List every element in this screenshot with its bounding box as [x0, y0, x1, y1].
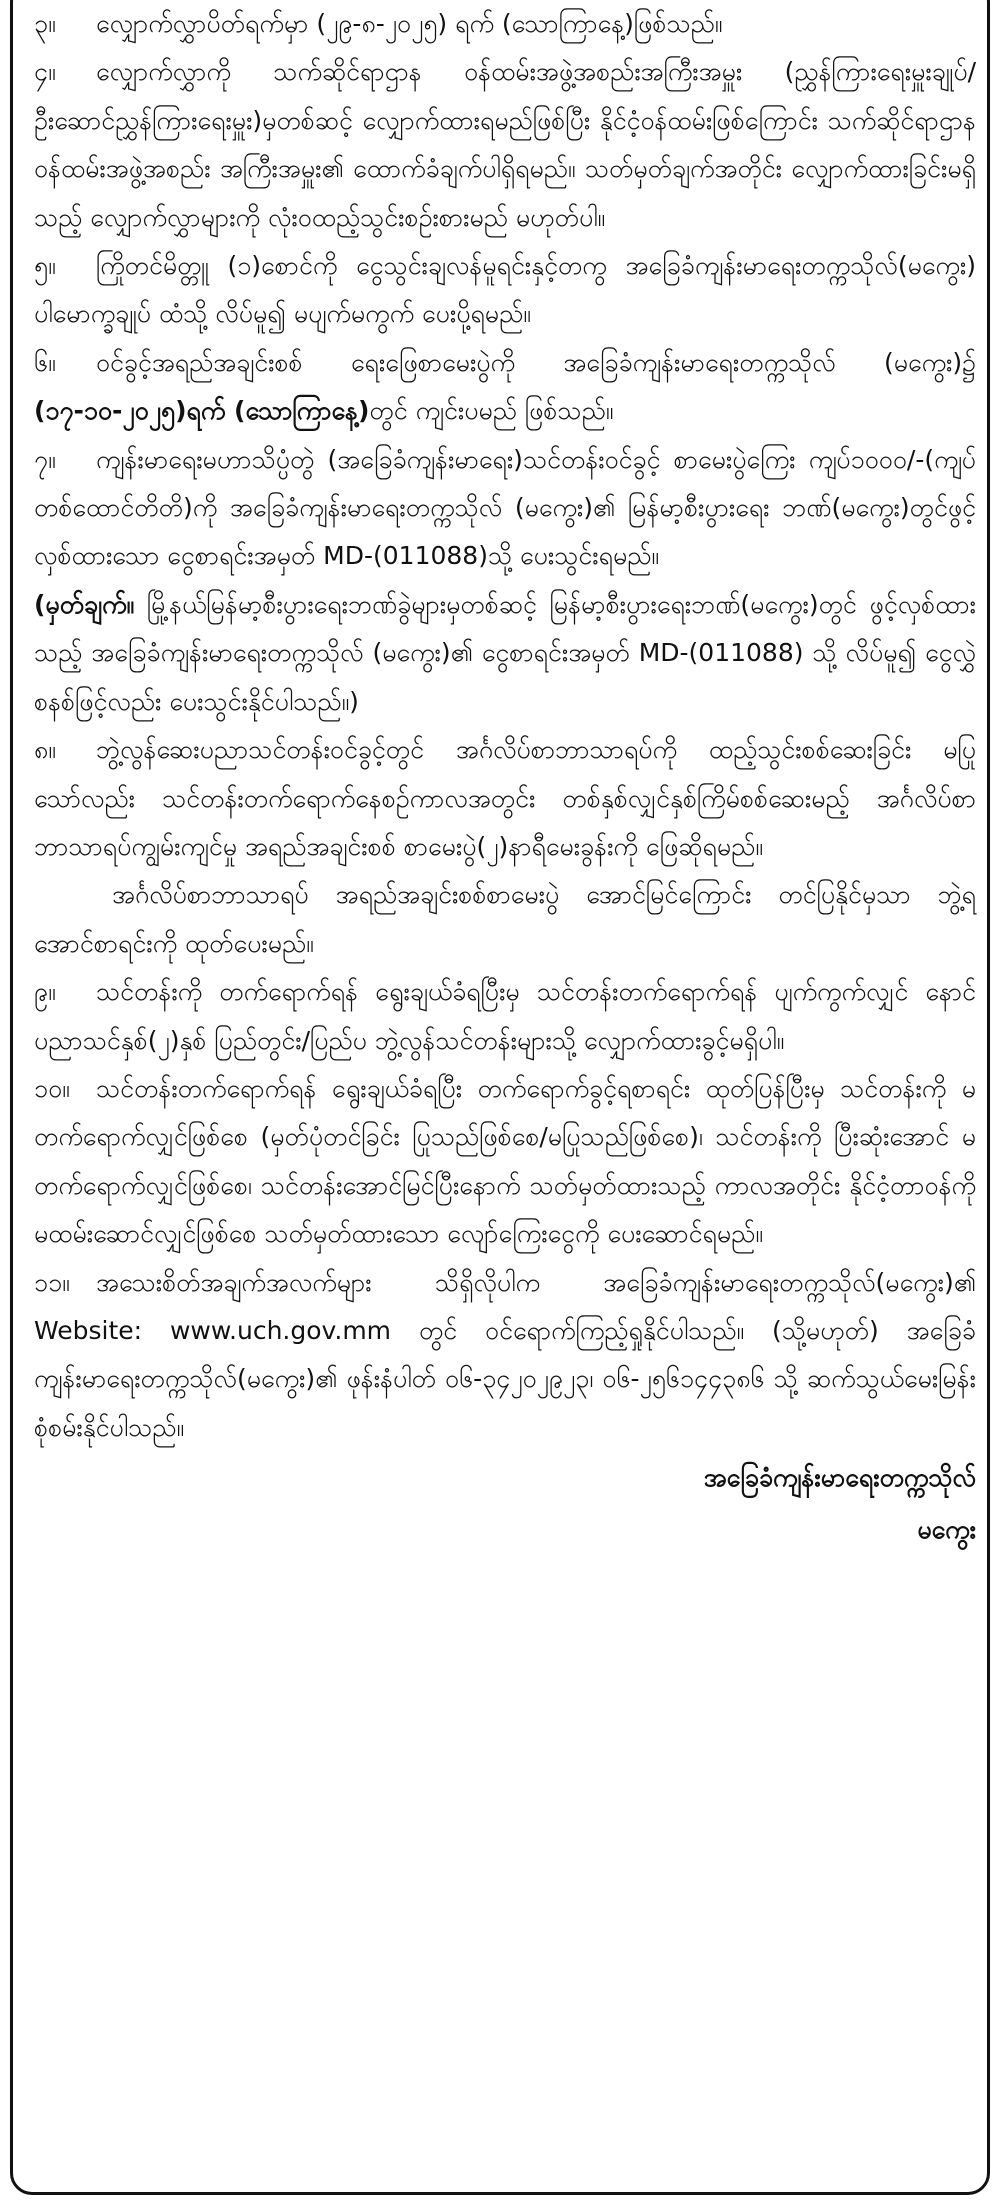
paragraph-number: ၅။ — [34, 251, 56, 281]
exam-date: (၁၇-၁၀-၂၀၂၅)ရက် (သောကြာနေ့) — [34, 396, 370, 426]
paragraph-text: သင်တန်းတက်ရောက်ရန် ရွေးချယ်ခံရပြီး တက်ရောက်ခွင့်ရစာရင်း ထုတ်ပြန်ပြီးမှ သင်တန်းကို မတက်ရောက်လျှင်ဖြစ်စေ (မှတ်ပုံတင်ခြင်း ပြုသည်ဖြစ်စေ/မပြုသည်ဖြစ်စေ)၊ သင်တန်းကို ပြီးဆုံးအောင် မတက်ရောက်လျှင်ဖြစ်စေ၊ သင်တန်းအောင်မြင်ပြီးနောက် သတ်မှတ်ထားသည့် ကာလအတိုင်း နိုင်ငံ့တာဝန်ကို မထမ်းဆောင်လျှင်ဖြစ်စေ သတ်မှတ်ထားသော လျော်ကြေးငွေကို ပေးဆောင်ရမည်။ — [34, 1073, 976, 1249]
paragraph-text: သင်တန်းကို တက်ရောက်ရန် ရွေးချယ်ခံရပြီးမှ သင်တန်းတက်ရောက်ရန် ပျက်ကွက်လျှင် နောင် ပညာသင်နှစ်(၂)နှစ် ပြည်တွင်း/ပြည်ပ ဘွဲ့လွန်သင်တန်းများသို့ လျှောက်ထားခွင့်မရှိပါ။ — [34, 977, 976, 1055]
paragraph-5 — [34, 242, 976, 339]
paragraph-text: ဝင်ခွင့်အရည်အချင်းစစ် ရေးဖြေစာမေးပွဲကို အခြေခံကျန်းမာရေးတက္ကသိုလ် (မကွေး)၌ — [96, 347, 976, 377]
paragraph-text: အသေးစိတ်အချက်အလက်များ သိရှိလိုပါက အခြေခံကျန်းမာရေးတက္ကသိုလ်(မကွေး)၏ Website: www.uch.gov.mm တွင် ဝင်ရောက်ကြည့်ရှုနိုင်ပါသည်။ (သို့မဟုတ်) အခြေခံကျန်းမာရေးတက္ကသိုလ်(မကွေး)၏ ဖုန်းနံပါတ် ၀၆-၃၄၂၀၂၉၂၃၊ ၀၆-၂၅၆၁၄၄၃၈၆ သို့ ဆက်သွယ်မေးမြန်းစုံစမ်းနိုင်ပါသည်။ — [34, 1267, 976, 1442]
signature-block — [34, 1452, 976, 1556]
paragraph-number: ၁၀။ — [34, 1073, 70, 1103]
paragraph-number: ၈။ — [34, 735, 56, 765]
note-label: (မှတ်ချက်။ — [34, 589, 135, 619]
paragraph-11 — [34, 1259, 976, 1453]
paragraph-10 — [34, 1065, 976, 1259]
paragraph-text: အင်္ဂလိပ်စာဘာသာရပ် အရည်အချင်းစစ်စာမေးပွဲ အောင်မြင်ကြောင်း တင်ပြနိုင်မှသာ ဘွဲ့ရအောင်စာရင်းကို ထုတ်ပေးမည်။ — [34, 880, 976, 958]
note-paragraph — [34, 581, 976, 726]
paragraph-6 — [34, 339, 976, 436]
paragraph-text: ကြိုတင်မိတ္တူ (၁)စောင်ကို ငွေသွင်းချလန်မူရင်းနှင့်တကွ အခြေခံကျန်းမာရေးတက္ကသိုလ်(မကွေး) ပါမောက္ခချုပ် ထံသို့ လိပ်မူ၍ မပျက်မကွက် ပေးပို့ရမည်။ — [34, 251, 976, 329]
paragraph-number: ၄။ — [34, 57, 56, 87]
paragraph-number: ၆။ — [34, 347, 56, 377]
paragraph-8 — [34, 726, 976, 871]
paragraph-8-continued — [34, 871, 976, 968]
paragraph-number: ၇။ — [34, 444, 56, 474]
paragraph-text: လျှောက်လွှာကို သက်ဆိုင်ရာဌာန ဝန်ထမ်းအဖွဲ့အစည်းအကြီးအမှူး (ညွှန်ကြားရေးမှူးချုပ်/ဦးဆောင်ညွှန်ကြားရေးမှူး)မှတစ်ဆင့် လျှောက်ထားရမည်ဖြစ်ပြီး နိုင်ငံ့ဝန်ထမ်းဖြစ်ကြောင်း သက်ဆိုင်ရာဌာန ဝန်ထမ်းအဖွဲ့အစည်း အကြီးအမှူး၏ ထောက်ခံချက်ပါရှိရမည်။ သတ်မှတ်ချက်အတိုင်း လျှောက်ထားခြင်းမရှိသည့် လျှောက်လွှာများကို လုံးဝထည့်သွင်းစဉ်းစားမည် မဟုတ်ပါ။ — [34, 57, 976, 232]
announcement-body — [34, 0, 976, 1556]
note-text: မြို့နယ်မြန်မာ့စီးပွားရေးဘဏ်ခွဲများမှတစ်ဆင့် မြန်မာ့စီးပွားရေးဘဏ်(မကွေး)တွင် ဖွင့်လှစ်ထားသည့် အခြေခံကျန်းမာရေးတက္ကသိုလ် (မကွေး)၏ ငွေစာရင်းအမှတ် MD-(011088) သို့ လိပ်မူ၍ ငွေလွှဲစနစ်ဖြင့်လည်း ပေးသွင်းနိုင်ပါသည်။) — [34, 589, 976, 716]
signature-city: မကွေး — [917, 1515, 976, 1545]
paragraph-9 — [34, 968, 976, 1065]
paragraph-number: ၁၁။ — [34, 1267, 70, 1297]
paragraph-text: ကျန်းမာရေးမဟာသိပ္ပံတွဲ (အခြေခံကျန်းမာရေး)သင်တန်းဝင်ခွင့် စာမေးပွဲကြေး ကျပ်၁၀၀၀/-(ကျပ်တစ်ထောင်တိတိ)ကို အခြေခံကျန်းမာရေးတက္ကသိုလ် (မကွေး)၏ မြန်မာ့စီးပွားရေး ဘဏ်(မကွေး)တွင်ဖွင့်လှစ်ထားသော ငွေစာရင်းအမှတ် MD-(011088)သို့ ပေးသွင်းရမည်။ — [34, 444, 976, 571]
paragraph-4 — [34, 48, 976, 242]
paragraph-text: ဘွဲ့လွန်ဆေးပညာသင်တန်းဝင်ခွင့်တွင် အင်္ဂလိပ်စာဘာသာရပ်ကို ထည့်သွင်းစစ်ဆေးခြင်း မပြုသော်လည်း သင်တန်းတက်ရောက်နေစဉ်ကာလအတွင်း တစ်နှစ်လျှင်နှစ်ကြိမ်စစ်ဆေးမည့် အင်္ဂလိပ်စာဘာသာရပ်ကျွမ်းကျင်မှု အရည်အချင်းစစ် စာမေးပွဲ(၂)နာရီမေးခွန်းကို ဖြေဆိုရမည်။ — [34, 735, 976, 861]
paragraph-text-end: တွင် ကျင်းပမည် ဖြစ်သည်။ — [369, 396, 614, 426]
paragraph-number: ၃။ — [34, 9, 56, 38]
paragraph-7 — [34, 436, 976, 581]
paragraph-3 — [34, 0, 976, 48]
paragraph-text: လျှောက်လွှာပိတ်ရက်မှာ (၂၉-၈-၂၀၂၅) ရက် (သောကြာနေ့)ဖြစ်သည်။ — [96, 9, 723, 38]
paragraph-number: ၉။ — [34, 977, 56, 1007]
signature-institution: အခြေခံကျန်းမာရေးတက္ကသိုလ် — [703, 1463, 976, 1493]
